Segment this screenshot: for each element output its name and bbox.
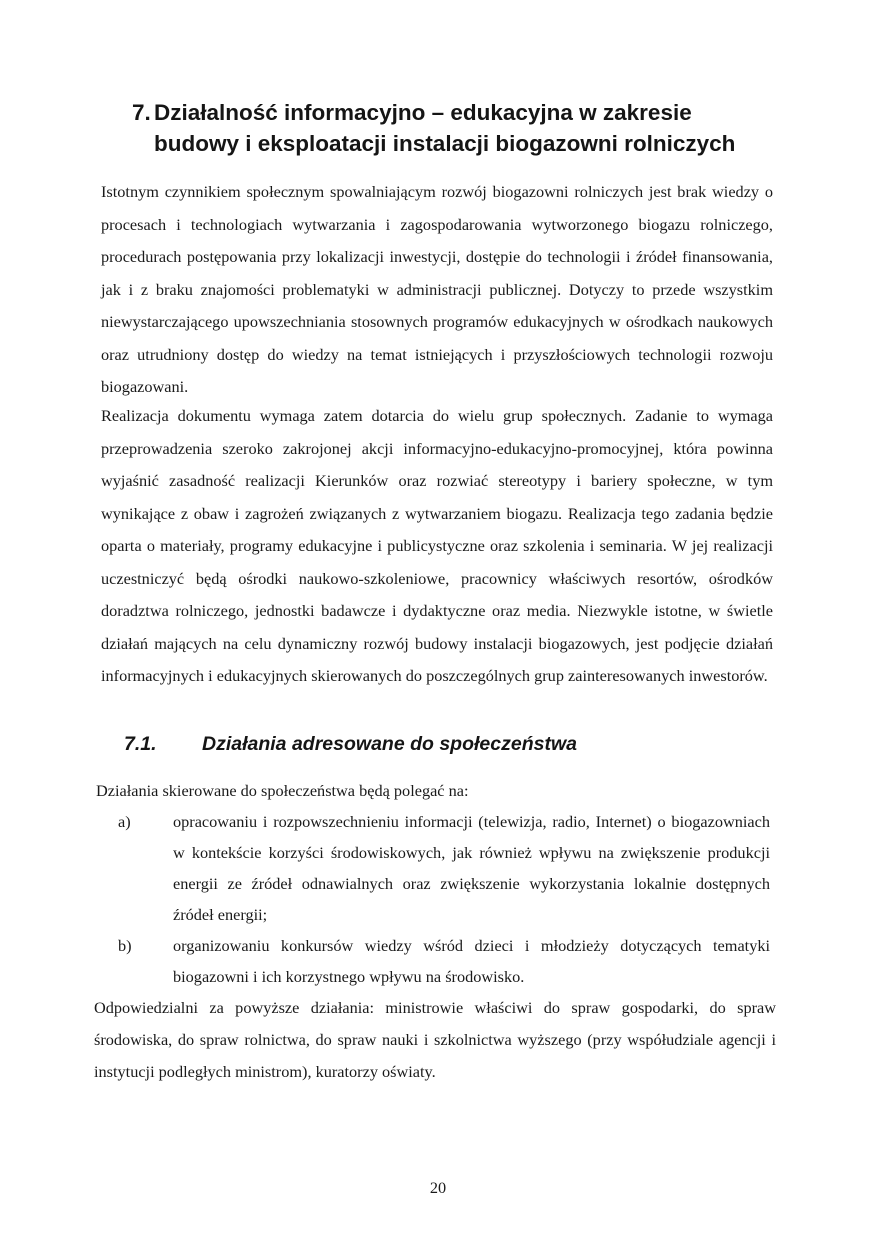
paragraph-realization: Realizacja dokumentu wymaga zatem dotarcia do wielu grup społecznych. Zadanie to wymaga przeprowadzenia szeroko zakrojonej akcji informacyjno-edukacyjno-promocyjnej, która powinna wyjaśnić zasadność realizacji Kierunków oraz rozwiać stereotypy i bariery społeczne, w tym wynikające z obaw i zagrożeń związanych z wytwarzaniem biogazu. Realizacja tego zadania będzie oparta o materiały, programy edukacyjne i publicystyczne oraz szkolenia i seminaria. W jej realizacji uczestniczyć będą ośrodki naukowo-szkoleniowe, pracownicy właściwych resortów, ośrodków doradztwa rolniczego, jednostki badawcze i dydaktyczne oraz media. Niezwykle istotne, w świetle działań mających na celu dynamiczny rozwój budowy instalacji biogazowych, jest podjęcie działań informacyjnych i edukacyjnych skierowanych do poszczególnych grup zainteresowanych inwestorów. [101, 406, 773, 685]
list-marker: a) [118, 812, 131, 831]
list-item [118, 806, 770, 930]
section-heading [124, 730, 724, 758]
page-number: 20 [429, 1178, 447, 1197]
chapter-title-line-2: budowy i eksploatacji instalacji biogazowni rolniczych [154, 131, 736, 156]
chapter-heading [132, 97, 812, 159]
section-title: Działania adresowane do społeczeństwa [202, 733, 577, 755]
chapter-number: 7. [132, 100, 151, 125]
list-marker: b) [118, 936, 132, 955]
section-intro: Działania skierowane do społeczeństwa będą polegać na: [96, 781, 469, 800]
list-item-text: opracowaniu i rozpowszechnieniu informacji (telewizja, radio, Internet) o biogazowniach w kontekście korzyści środowiskowych, jak również wpływu na zwiększenie produkcji energii ze źródeł odnawialnych oraz zwiększenie wykorzystania lokalnie dostępnych źródeł energii; [173, 812, 770, 924]
list-item-text: organizowaniu konkursów wiedzy wśród dzieci i młodzieży dotyczących tematyki biogazowni i ich korzystnego wpływu na środowisko. [173, 936, 770, 986]
section-number: 7.1. [124, 733, 157, 755]
responsible-paragraph: Odpowiedzialni za powyższe działania: ministrowie właściwi do spraw gospodarki, do spraw środowiska, do spraw rolnictwa, do spraw nauki i szkolnictwa wyższego (przy współudziale agencji i instytucji podległych ministrom), kuratorzy oświaty. [94, 998, 776, 1081]
list-item [118, 930, 770, 992]
paragraph-intro: Istotnym czynnikiem społecznym spowalniającym rozwój biogazowni rolniczych jest brak wiedzy o procesach i technologiach wytwarzania i zagospodarowania wytworzonego biogazu rolniczego, procedurach postępowania przy lokalizacji inwestycji, dostępie do technologii i źródeł finansowania, jak i z braku znajomości problematyki w administracji publicznej. Dotyczy to przede wszystkim niewystarczającego upowszechniania stosownych programów edukacyjnych w ośrodkach naukowych oraz utrudniony dostęp do wiedzy na temat istniejących i przyszłościowych technologii rozwoju biogazowani. [101, 182, 773, 396]
chapter-title-line-1: Działalność informacyjno – edukacyjna w zakresie [154, 100, 692, 125]
